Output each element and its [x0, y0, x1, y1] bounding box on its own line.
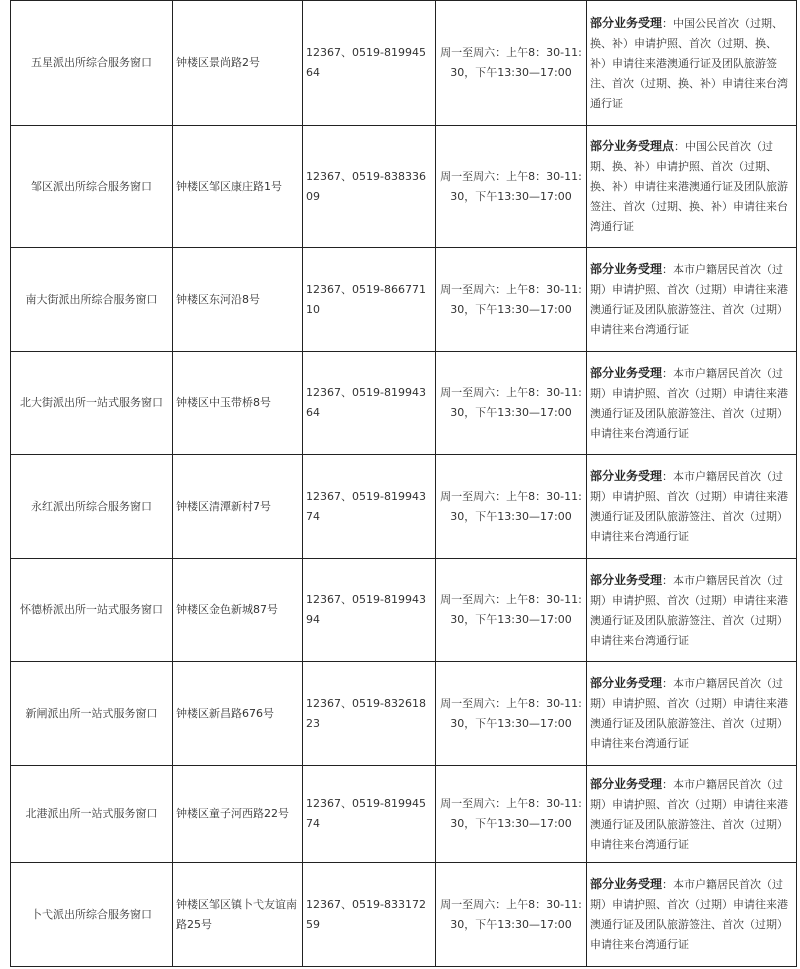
table-row — [11, 126, 797, 248]
business-scope-cell — [587, 248, 797, 352]
business-scope-label: 部分业务受理 — [590, 15, 663, 30]
address-cell: 钟楼区金色新城87号 — [173, 559, 303, 662]
phone-cell: 12367、0519-81994574 — [303, 766, 436, 863]
business-scope-label: 部分业务受理 — [590, 262, 663, 276]
table-row — [11, 455, 797, 559]
phone-cell: 12367、0519-86677110 — [303, 248, 436, 352]
phone-cell: 12367、0519-81994564 — [303, 1, 436, 126]
window-name-cell: 卜弋派出所综合服务窗口 — [11, 863, 173, 967]
window-name-cell: 新闸派出所一站式服务窗口 — [11, 662, 173, 766]
business-scope-label: 部分业务受理 — [590, 776, 663, 791]
business-scope-label: 部分业务受理 — [590, 877, 663, 891]
business-scope-label: 部分业务受理 — [590, 676, 663, 690]
business-scope-text: ：本市户籍居民首次（过期）申请护照、首次（过期）申请往来港澳通行证及团队旅游签注、首次（过期）申请往来台湾通行证 — [590, 263, 788, 336]
window-name-cell: 邹区派出所综合服务窗口 — [11, 126, 173, 248]
hours-cell: 周一至周六：上午8：30-11:30，下午13:30—17:00 — [436, 126, 587, 248]
window-name-cell: 北大街派出所一站式服务窗口 — [11, 352, 173, 455]
table-row — [11, 863, 797, 967]
table-row — [11, 248, 797, 352]
business-scope-cell — [587, 863, 797, 967]
business-scope-cell — [587, 766, 797, 863]
hours-cell: 周一至周六：上午8：30-11:30，下午13:30—17:00 — [436, 455, 587, 559]
business-scope-text: ：本市户籍居民首次（过期）申请护照、首次（过期）申请往来港澳通行证及团队旅游签注、首次（过期）申请往来台湾通行证 — [590, 470, 788, 543]
table-body — [11, 1, 797, 967]
business-scope-label: 部分业务受理 — [590, 572, 663, 587]
hours-cell: 周一至周六：上午8：30-11:30，下午13:30—17:00 — [436, 1, 587, 126]
window-name-cell: 永红派出所综合服务窗口 — [11, 455, 173, 559]
address-cell: 钟楼区童子河西路22号 — [173, 766, 303, 863]
business-scope-text: ：中国公民首次（过期、换、补）申请护照、首次（过期、换、补）申请往来港澳通行证及团队旅游签注、首次（过期、换、补）申请往来台湾通行证 — [590, 16, 788, 110]
hours-cell: 周一至周六：上午8：30-11:30，下午13:30—17:00 — [436, 662, 587, 766]
table-row — [11, 1, 797, 126]
business-scope-label: 部分业务受理 — [590, 469, 663, 483]
phone-cell: 12367、0519-81994394 — [303, 559, 436, 662]
business-scope-cell — [587, 455, 797, 559]
window-name-cell: 北港派出所一站式服务窗口 — [11, 766, 173, 863]
phone-cell: 12367、0519-81994374 — [303, 455, 436, 559]
business-scope-label: 部分业务受理点 — [590, 139, 675, 153]
hours-cell: 周一至周六：上午8：30-11:30，下午13:30—17:00 — [436, 766, 587, 863]
hours-cell: 周一至周六：上午8：30-11:30，下午13:30—17:00 — [436, 248, 587, 352]
business-scope-text: ：本市户籍居民首次（过期）申请护照、首次（过期）申请往来港澳通行证及团队旅游签注、首次（过期）申请往来台湾通行证 — [590, 573, 788, 647]
business-scope-cell — [587, 1, 797, 126]
phone-cell: 12367、0519-83833609 — [303, 126, 436, 248]
address-cell: 钟楼区邹区镇卜弋友谊南路25号 — [173, 863, 303, 967]
business-scope-text: ：本市户籍居民首次（过期）申请护照、首次（过期）申请往来港澳通行证及团队旅游签注、首次（过期）申请往来台湾通行证 — [590, 677, 788, 750]
window-name-cell: 南大街派出所综合服务窗口 — [11, 248, 173, 352]
business-scope-text: ：本市户籍居民首次（过期）申请护照、首次（过期）申请往来港澳通行证及团队旅游签注、首次（过期）申请往来台湾通行证 — [590, 878, 788, 951]
business-scope-text: ：中国公民首次（过期、换、补）申请护照、首次（过期、换、补）申请往来港澳通行证及团队旅游签注、首次（过期、换、补）申请往来台湾通行证 — [590, 140, 788, 233]
address-cell: 钟楼区东河沿8号 — [173, 248, 303, 352]
window-name-cell: 怀德桥派出所一站式服务窗口 — [11, 559, 173, 662]
address-cell: 钟楼区新昌路676号 — [173, 662, 303, 766]
hours-cell: 周一至周六：上午8：30-11:30，下午13:30—17:00 — [436, 559, 587, 662]
address-cell: 钟楼区邹区康庄路1号 — [173, 126, 303, 248]
business-scope-cell — [587, 126, 797, 248]
phone-cell: 12367、0519-83261823 — [303, 662, 436, 766]
business-scope-text: ：本市户籍居民首次（过期）申请护照、首次（过期）申请往来港澳通行证及团队旅游签注、首次（过期）申请往来台湾通行证 — [590, 777, 788, 851]
hours-cell: 周一至周六：上午8：30-11:30，下午13:30—17:00 — [436, 863, 587, 967]
business-scope-cell — [587, 662, 797, 766]
phone-cell: 12367、0519-83317259 — [303, 863, 436, 967]
phone-cell: 12367、0519-81994364 — [303, 352, 436, 455]
table-row — [11, 766, 797, 863]
address-cell: 钟楼区清潭新村7号 — [173, 455, 303, 559]
hours-cell: 周一至周六：上午8：30-11:30，下午13:30—17:00 — [436, 352, 587, 455]
service-windows-table — [10, 0, 797, 967]
business-scope-text: ：本市户籍居民首次（过期）申请护照、首次（过期）申请往来港澳通行证及团队旅游签注、首次（过期）申请往来台湾通行证 — [590, 366, 788, 440]
table-row — [11, 662, 797, 766]
address-cell: 钟楼区中玉带桥8号 — [173, 352, 303, 455]
address-cell: 钟楼区景尚路2号 — [173, 1, 303, 126]
business-scope-cell — [587, 559, 797, 662]
business-scope-label: 部分业务受理 — [590, 365, 663, 380]
table-row — [11, 352, 797, 455]
table-row — [11, 559, 797, 662]
window-name-cell: 五星派出所综合服务窗口 — [11, 1, 173, 126]
business-scope-cell — [587, 352, 797, 455]
